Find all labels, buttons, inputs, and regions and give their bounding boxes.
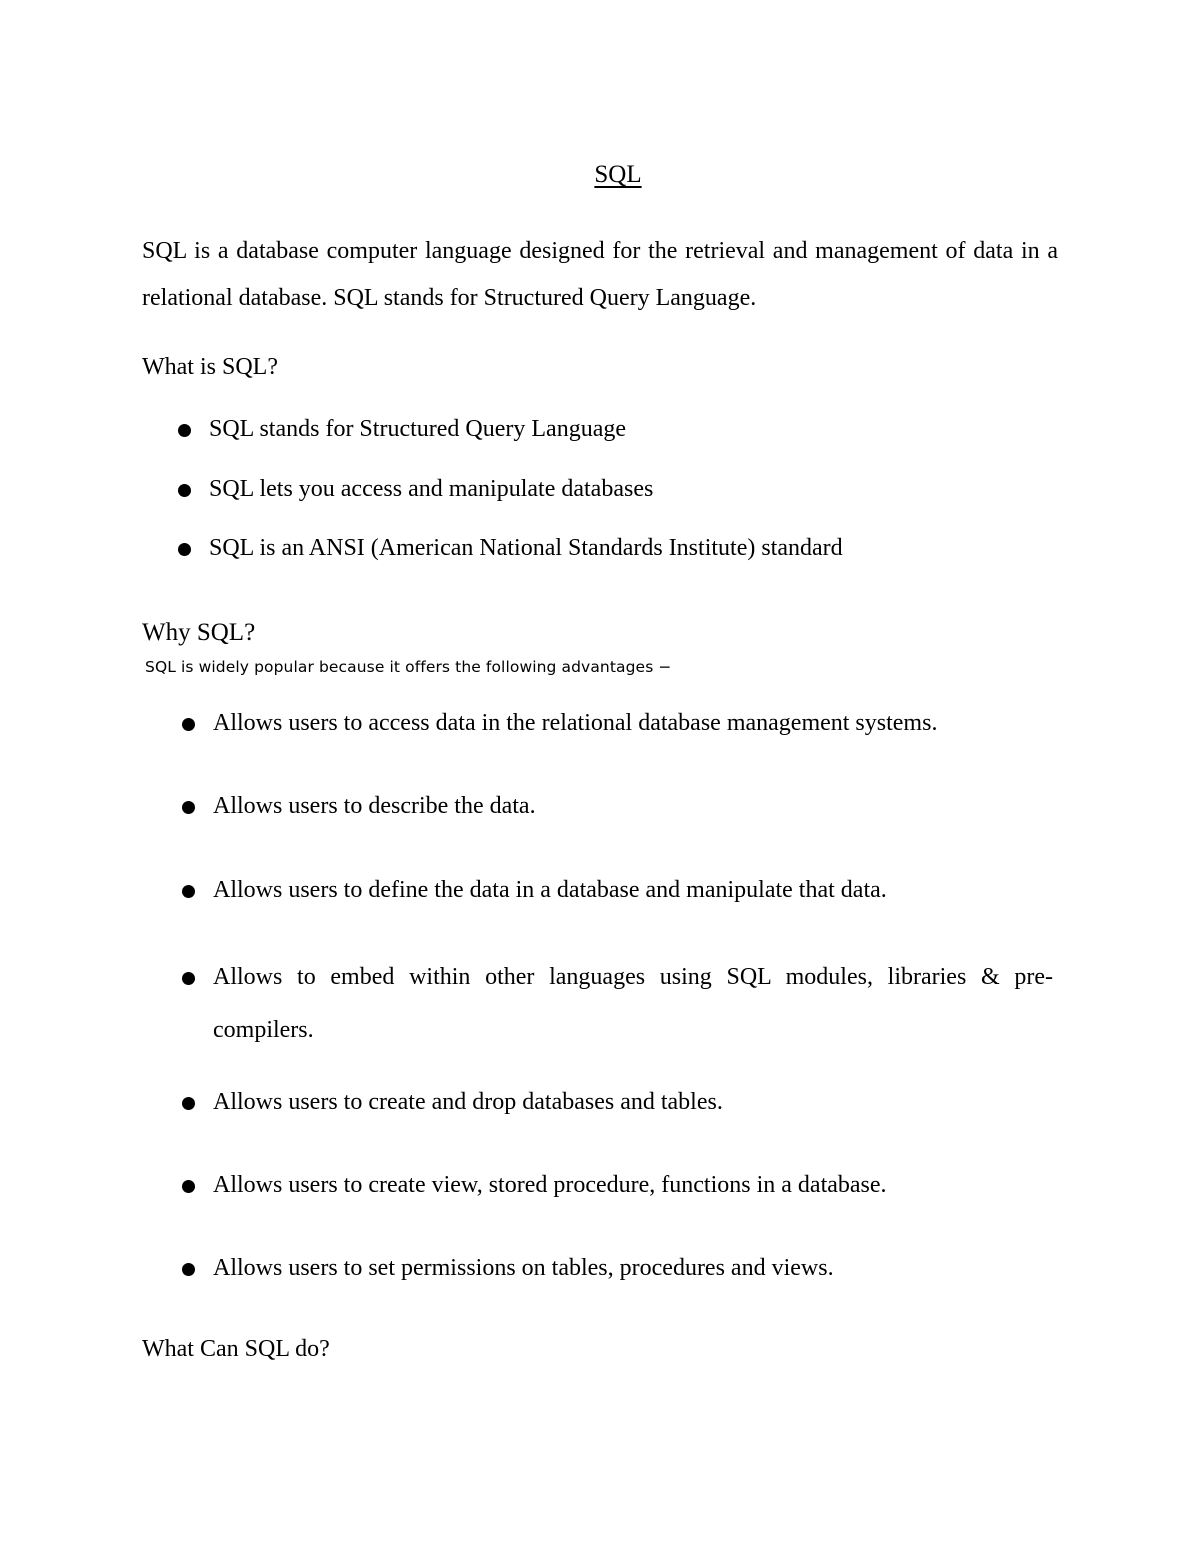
list-item xyxy=(182,873,887,907)
bullet-icon xyxy=(182,718,195,731)
list-item-text: SQL lets you access and manipulate databases xyxy=(209,476,654,502)
list-item xyxy=(182,1168,887,1202)
bullet-icon xyxy=(182,1180,195,1193)
bullet-icon xyxy=(178,424,191,437)
list-item-text: Allows users to set permissions on tables, procedures and views. xyxy=(213,1255,834,1281)
bullet-icon xyxy=(178,484,191,497)
list-item-text: Allows users to describe the data. xyxy=(213,793,536,819)
list-item xyxy=(178,531,843,565)
why-note: SQL is widely popular because it offers the following advantages − xyxy=(145,658,672,676)
what-can-heading: What Can SQL do? xyxy=(142,1336,330,1362)
why-heading: Why SQL? xyxy=(142,619,256,646)
list-item xyxy=(182,706,937,740)
bullet-icon xyxy=(182,801,195,814)
list-item xyxy=(182,789,536,823)
list-item xyxy=(178,412,626,446)
bullet-icon xyxy=(182,1097,195,1110)
list-item xyxy=(182,1085,723,1119)
list-item-text: Allows users to define the data in a database and manipulate that data. xyxy=(213,877,887,903)
what-is-heading: What is SQL? xyxy=(142,354,278,380)
list-item-text: SQL stands for Structured Query Language xyxy=(209,416,626,442)
list-item xyxy=(178,472,653,506)
list-item-text: SQL is an ANSI (American National Standards Institute) standard xyxy=(209,535,843,561)
list-item-text: Allows users to create and drop databases and tables. xyxy=(213,1089,723,1115)
bullet-icon xyxy=(182,1263,195,1276)
list-item-text: Allows users to create view, stored procedure, functions in a database. xyxy=(213,1172,887,1198)
list-item xyxy=(182,951,1058,1057)
page-title: SQL xyxy=(594,161,642,188)
bullet-icon xyxy=(178,543,191,556)
bullet-icon xyxy=(182,972,195,985)
bullet-icon xyxy=(182,885,195,898)
list-item xyxy=(182,1251,834,1285)
intro-paragraph: SQL is a database computer language designed for the retrieval and management of data in a relational database. SQL stands for Structured Query Language. xyxy=(142,238,1058,311)
list-item-text: Allows to embed within other languages using SQL modules, libraries & pre-compilers. xyxy=(213,964,1053,1043)
list-item-text: Allows users to access data in the relational database management systems. xyxy=(213,710,938,736)
